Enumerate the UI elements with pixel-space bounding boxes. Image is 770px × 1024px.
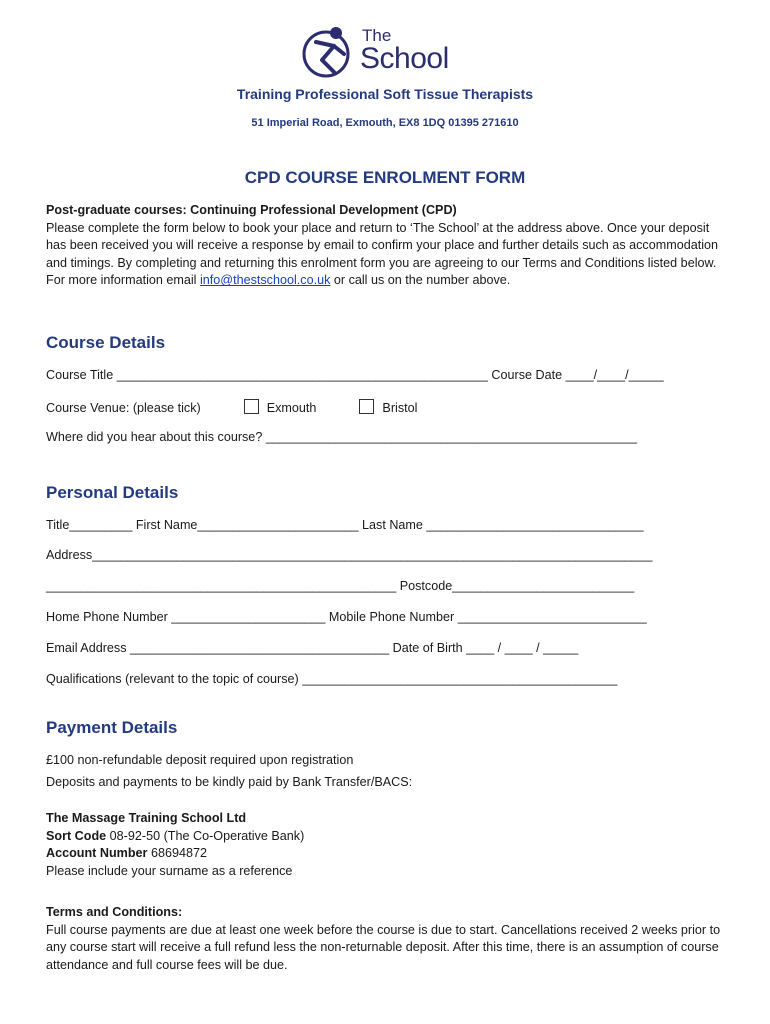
sort-code-label: Sort Code: [46, 828, 107, 843]
school-address: 51 Imperial Road, Exmouth, EX8 1DQ 01395 271610: [251, 117, 519, 129]
tagline: Training Professional Soft Tissue Therapists: [236, 86, 534, 102]
venue-label: Course Venue: (please tick): [46, 401, 201, 415]
email-dob-line[interactable]: Email Address _____________________________________ Date of Birth ____ / ____ / _____: [46, 641, 579, 655]
exmouth-label: Exmouth: [266, 401, 317, 415]
terms-section: [46, 904, 736, 974]
payment-method-text: Deposits and payments to be kindly paid by Bank Transfer/BACS:: [46, 775, 413, 789]
company-name: The Massage Training School Ltd: [46, 811, 247, 825]
intro-text: Please complete the form below to book your place and return to ‘The School’ at the address above. Once your deposit has been received you will receive a response by email to confirm your place and further details such as accommodation and timings. By completing and returning this enrolment form you are agreeing to our Terms and Conditions listed below. For more information email: [46, 220, 719, 288]
reference-note: Please include your surname as a reference: [46, 863, 293, 878]
exmouth-checkbox[interactable]: [244, 399, 259, 414]
intro-text-end: or call us on the number above.: [330, 273, 511, 288]
school-logo-icon: [300, 24, 358, 80]
form-title: CPD COURSE ENROLMENT FORM: [244, 168, 526, 187]
course-venue-row: [46, 399, 417, 415]
payment-details-heading: Payment Details: [46, 718, 178, 737]
bank-details: [46, 810, 736, 880]
logo-text-the: The: [362, 26, 392, 45]
deposit-text: £100 non-refundable deposit required upon registration: [46, 753, 354, 767]
postcode-line[interactable]: __________________________________________________ Postcode__________________________: [46, 579, 635, 593]
hear-about-line[interactable]: Where did you hear about this course? _____________________________________________________: [46, 430, 638, 444]
account-number-value: 68694872: [147, 846, 208, 861]
course-title-line[interactable]: Course Title _____________________________________________________ Course Date ____/____/_____: [46, 368, 664, 382]
bristol-label: Bristol: [382, 401, 418, 415]
logo-text-school: School: [360, 42, 449, 75]
terms-text: Full course payments are due at least one week before the course is due to start. Cancellations received 2 weeks prior to any course start will receive a full refund less the non-returnable deposit. After this time, there is an assumption of course attendance and full course fees will be due.: [46, 922, 721, 972]
terms-heading: Terms and Conditions:: [46, 905, 183, 919]
intro-paragraph: [46, 202, 730, 290]
bristol-checkbox[interactable]: [359, 399, 374, 414]
phone-line[interactable]: Home Phone Number ______________________ Mobile Phone Number ___________________________: [46, 610, 647, 624]
email-link[interactable]: info@thestschool.co.uk: [199, 273, 331, 288]
qualifications-line[interactable]: Qualifications (relevant to the topic of course) _____________________________________________: [46, 672, 618, 686]
name-line[interactable]: Title_________ First Name_______________________ Last Name _______________________________: [46, 518, 644, 532]
sort-code-value: 08-92-50 (The Co-Operative Bank): [106, 828, 305, 843]
course-details-heading: Course Details: [46, 333, 166, 352]
sort-code-row: [46, 828, 736, 846]
personal-details-heading: Personal Details: [46, 483, 179, 502]
school-logo: [300, 22, 480, 82]
account-number-row: [46, 845, 736, 863]
intro-heading: Post-graduate courses: Continuing Professional Development (CPD): [46, 203, 457, 217]
address-line[interactable]: Address________________________________________________________________________________: [46, 548, 653, 562]
account-number-label: Account Number: [46, 846, 148, 861]
